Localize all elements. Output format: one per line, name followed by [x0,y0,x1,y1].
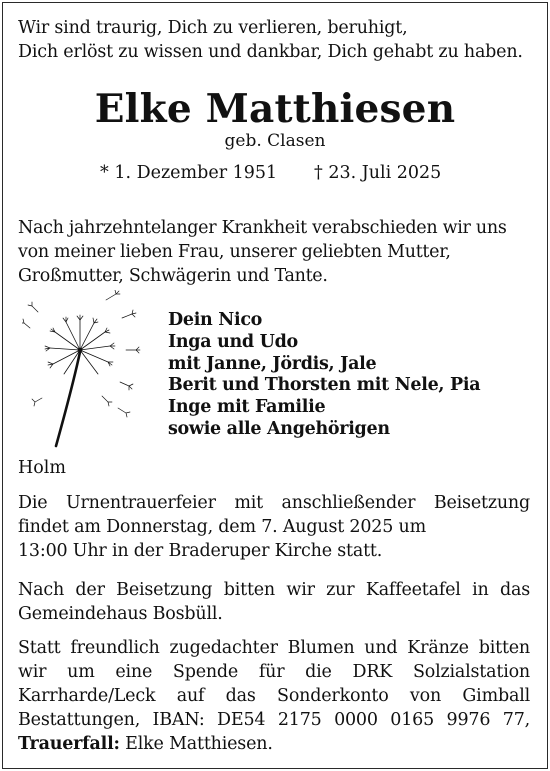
trauerfall-line [18,732,530,756]
trauerfall-value: Elke Matthiesen. [119,734,273,754]
donation-info [18,636,530,756]
mourner-line: sowie alle Angehörigen [168,418,390,439]
coffee-line: Gemeindehaus Bosbüll. [18,604,223,624]
poem [18,16,538,64]
mourner-line: Inga und Udo [168,331,298,352]
funeral-line: findet am Donnerstag, dem 7. August 2025 um [18,517,426,537]
place: Holm [18,458,66,478]
dandelion-icon [22,290,142,450]
trauerfall-label: Trauerfall: [18,734,120,754]
donation-line: wir um eine Spende für die DRK Solzialstation [18,662,530,682]
mourner-line: mit Janne, Jördis, Jale [168,353,377,374]
donation-line: Karrharde/Leck auf das Sonderkonto von Gimball [18,686,530,706]
intro-line: Großmutter, Schwägerin und Tante. [18,266,328,286]
mourner-line: Berit und Thorsten mit Nele, Pia [168,375,481,396]
intro-line: von meiner lieben Frau, unserer geliebten Mutter, [18,242,451,262]
coffee-line: Nach der Beisetzung bitten wir zur Kaffeetafel in das [18,580,530,600]
mourner-line: Inge mit Familie [168,397,326,418]
death-date: † 23. Juli 2025 [314,163,442,183]
funeral-info [18,491,530,563]
poem-line: Wir sind traurig, Dich zu verlieren, beruhigt, [18,18,408,38]
donation-line: Bestattungen, IBAN: DE54 2175 0000 0165 9976 77, [18,710,530,730]
coffee-info [18,578,530,626]
donation-line: Statt freundlich zugedachter Blumen und Kränze bitten [18,638,530,658]
deceased-name: Elke Matthiesen [94,86,456,132]
intro-text [18,216,538,288]
poem-line: Dich erlöst zu wissen und dankbar, Dich gehabt zu haben. [18,42,523,62]
funeral-line: 13:00 Uhr in der Braderuper Kirche statt. [18,541,383,561]
mourners-list [168,310,538,441]
mourner-line: Dein Nico [168,310,263,330]
birth-date: * 1. Dezember 1951 [100,163,278,183]
intro-line: Nach jahrzehntelanger Krankheit verabschieden wir uns [18,218,507,238]
maiden-name: geb. Clasen [224,131,326,151]
funeral-line: Die Urnentrauerfeier mit anschließender Beisetzung [18,493,530,513]
